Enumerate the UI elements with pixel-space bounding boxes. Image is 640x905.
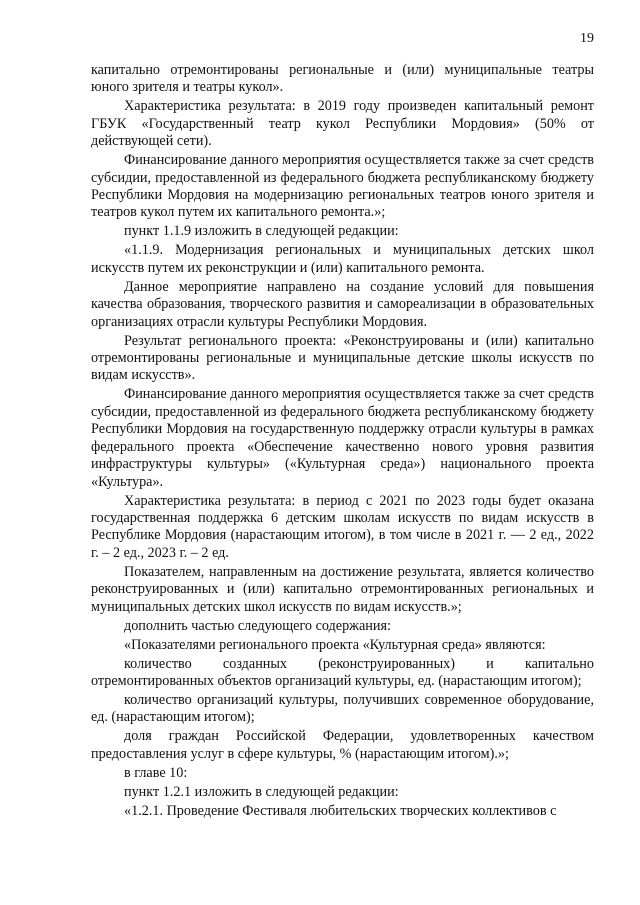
- paragraph-1: капитально отремонтированы региональные и (или) муниципальные театры юного зрителя и театры кукол».: [91, 62, 594, 96]
- paragraph-14: количество организаций культуры, получивших современное оборудование, ед. (нарастающим итогом);: [91, 691, 594, 726]
- paragraph-12: «Показателями регионального проекта «Культурная среда» являются:: [124, 636, 546, 653]
- paragraph-2: Характеристика результата: в 2019 году произведен капитальный ремонт ГБУК «Государственный театр кукол Республики Мордовия» (50% от действующей сети).: [91, 98, 594, 150]
- paragraph-13: количество созданных (реконструированных) и капитально отремонтированных объектов организаций культуры, ед. (нарастающим итогом);: [91, 655, 594, 689]
- paragraph-18: «1.2.1. Проведение Фестиваля любительских творческих коллективов с: [124, 802, 557, 819]
- paragraph-5: «1.1.9. Модернизация региональных и муниципальных детских школ искусств путем их реконструкции и (или) капитального ремонта.: [91, 242, 594, 276]
- paragraph-3: Финансирование данного мероприятия осуществляется также за счет средств субсидии, предоставленной из федерального бюджета республиканскому бюджету Республики Мордовия на модернизацию региональных театров юного зрителя и театров кукол путем их капитального ремонта.»;: [91, 152, 594, 221]
- paragraph-6: Данное мероприятие направлено на создание условий для повышения качества образования, творческого развития и самореализации в образовательных организациях отрасли культуры Республики Мордовия.: [91, 278, 594, 330]
- paragraph-16: в главе 10:: [124, 764, 188, 781]
- paragraph-9: Характеристика результата: в период с 2021 по 2023 годы будет оказана государственная поддержка 6 детским школам искусств по видам искусств в Республике Мордовия (нарастающим итогом), в том числе в 2021 г. — 2 ед., 2022 г. – 2 ед., 2023 г. – 2 ед.: [91, 492, 594, 561]
- paragraph-15: доля граждан Российской Федерации, удовлетворенных качеством предоставления услуг в сфере культуры, % (нарастающим итогом).»;: [91, 728, 594, 762]
- paragraph-10: Показателем, направленным на достижение результата, является количество реконструированных и (или) капитально отремонтированных региональных и муниципальных детских школ искусств по видам искусств.»;: [91, 563, 594, 615]
- document-body: [91, 62, 594, 822]
- page-number: 19: [580, 31, 594, 46]
- paragraph-17: пункт 1.2.1 изложить в следующей редакции:: [124, 783, 399, 800]
- paragraph-7: Результат регионального проекта: «Реконструированы и (или) капитально отремонтированы региональные и муниципальные детские школы искусств по видам искусств».: [91, 332, 594, 384]
- paragraph-8: Финансирование данного мероприятия осуществляется также за счет средств субсидии, предоставленной из федерального бюджета республиканскому бюджету Республики Мордовия на государственную поддержку отрасли культуры в рамках федерального проекта «Обеспечение качественно нового уровня развития инфраструктуры культуры» («Культурная среда») национального проекта «Культура».: [91, 386, 594, 490]
- paragraph-11: дополнить частью следующего содержания:: [124, 617, 391, 634]
- paragraph-4: пункт 1.1.9 изложить в следующей редакции:: [124, 223, 399, 240]
